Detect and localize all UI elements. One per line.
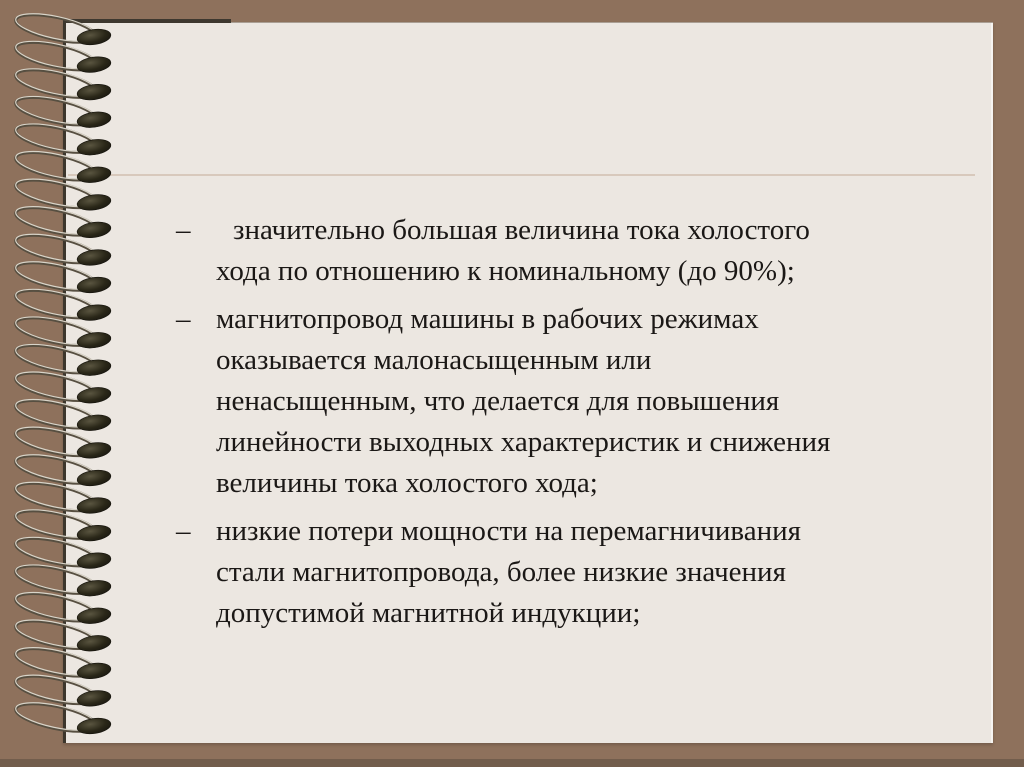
bullet-line: допустимой магнитной индукции;: [216, 597, 641, 629]
spiral-bead: [76, 248, 112, 268]
spiral-bead: [76, 716, 112, 736]
bullet-line: хода по отношению к номинальному (до 90%);: [216, 255, 795, 287]
spiral-bead: [76, 137, 112, 157]
bullet-item: [176, 210, 986, 292]
separator-line: [68, 174, 975, 176]
spiral-bead: [76, 468, 112, 488]
spiral-bead: [76, 220, 112, 240]
spiral-bead: [76, 689, 112, 709]
spiral-bead: [76, 165, 112, 185]
spiral-bead: [76, 441, 112, 461]
spiral-bead: [76, 523, 112, 543]
bullet-line: линейности выходных характеристик и снижения: [216, 426, 831, 458]
bullet-line: величины тока холостого хода;: [216, 467, 598, 499]
bullet-line: ненасыщенным, что делается для повышения: [216, 385, 780, 417]
bullet-item: [176, 511, 986, 634]
spiral-bead: [76, 551, 112, 571]
spiral-bead: [76, 193, 112, 213]
spiral-bead: [76, 330, 112, 350]
spiral-bead: [76, 578, 112, 598]
spiral-bead: [76, 386, 112, 406]
bullet-line: значительно большая величина тока холостого: [233, 214, 810, 246]
spiral-bead: [76, 303, 112, 323]
spiral-bead: [76, 82, 112, 102]
bullet-line: низкие потери мощности на перемагничивания: [216, 515, 801, 547]
spiral-bead: [76, 27, 112, 47]
spiral-bead: [76, 496, 112, 516]
notebook-page: [63, 22, 993, 743]
spiral-bead: [76, 606, 112, 626]
spiral-bead: [76, 661, 112, 681]
bullet-list: [176, 210, 986, 634]
spiral-bead: [76, 275, 112, 295]
bottom-strip: [0, 759, 1024, 767]
bullet-dash: –: [176, 515, 191, 547]
spiral-bead: [76, 55, 112, 75]
spiral-bead: [76, 358, 112, 378]
bullet-line: оказывается малонасыщенным или: [216, 344, 652, 376]
bullet-line: стали магнитопровода, более низкие значения: [216, 556, 786, 588]
spiral-bead: [76, 413, 112, 433]
bullet-dash: –: [176, 214, 191, 246]
spiral-binding-icon: [0, 0, 140, 767]
bullet-item: [176, 299, 986, 504]
bullet-line: магнитопровод машины в рабочих режимах: [216, 303, 759, 335]
bullet-dash: –: [176, 303, 191, 335]
spiral-bead: [76, 634, 112, 654]
spiral-bead: [76, 110, 112, 130]
